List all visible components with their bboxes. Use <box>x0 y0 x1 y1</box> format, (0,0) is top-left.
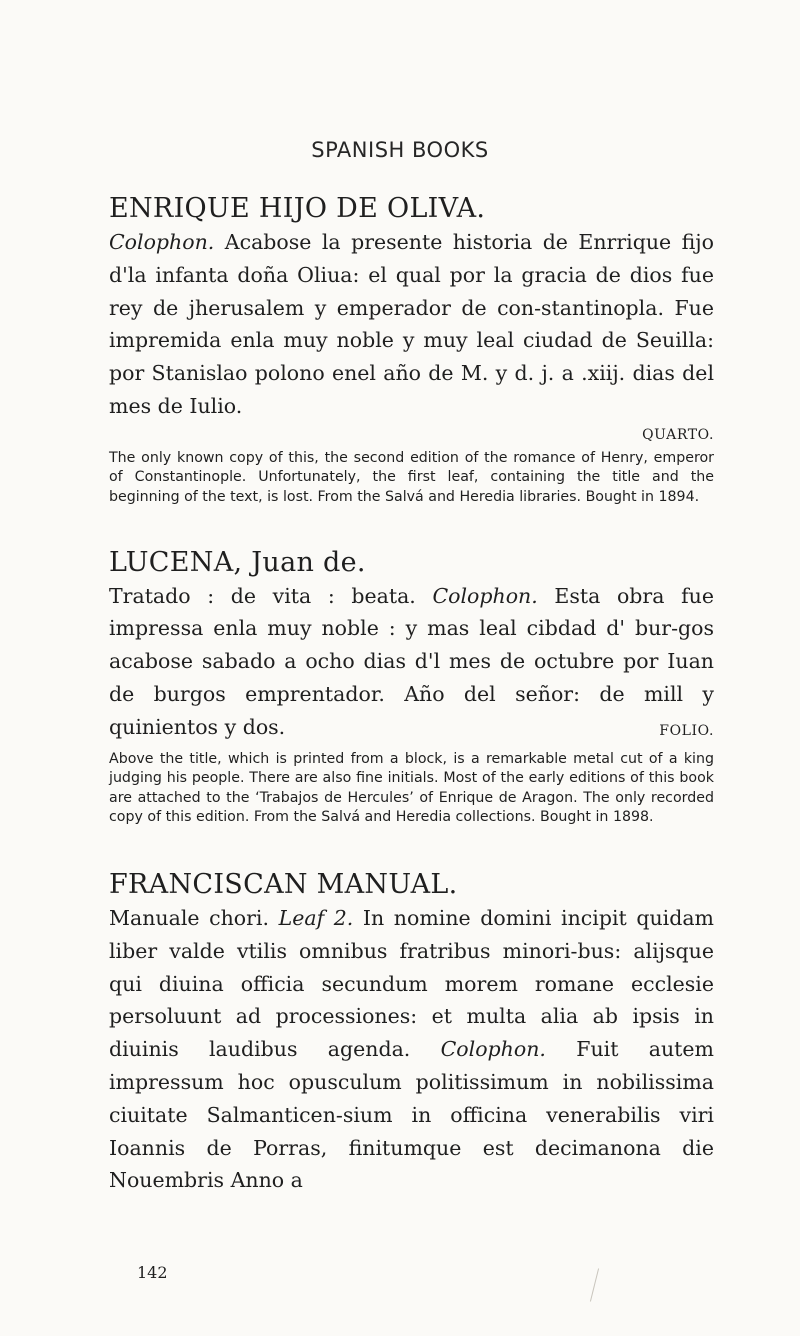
entry-text: Acabose la presente historia de Enrrique fijo d'la infanta doña Oliua: el qual por la gracia de dios fue rey de jherusalem y emperador de con-stantinopla. Fue impremida enla muy noble y muy leal ciudad de Seuilla: por Stanislao polono enel año de M. y d. j. a .xiij. dias del mes de Iulio. <box>109 230 714 418</box>
entry-text: Esta obra fue impressa enla muy noble : y mas leal cibdad d' bur-gos acabose sabado a ocho dias d'l mes de octubre por Iuan de burgos emprentador. Año del señor: de mill y quinientos y dos. <box>109 583 714 739</box>
text-column <box>109 192 714 1197</box>
format-label: QUARTO. <box>642 426 714 443</box>
entry-note: Above the title, which is printed from a block, is a remarkable metal cut of a king judging his people. There are also fine initials. Most of the early editions of this book are attached to the ‘Trabajos de Hercules’ of Enrique de Aragon. The only recorded copy of this edition. From the Salvá and Heredia collections. Bought in 1898. <box>109 750 714 826</box>
entry-body <box>109 580 714 744</box>
entry-title-text: Tratado : de vita : beata. <box>109 583 416 608</box>
colophon-label: Colophon. <box>432 583 538 608</box>
entry-note: The only known copy of this, the second edition of the romance of Henry, emperor of Constantinople. Unfortunately, the first leaf, containing the title and the beginning of the text, is lost. From the Salvá and Heredia libraries. Bought in 1894. <box>109 449 714 505</box>
leaf-label: Leaf 2. <box>278 905 354 930</box>
entry-title: ENRIQUE HIJO DE OLIVA. <box>109 193 486 224</box>
page-number: 142 <box>137 1263 168 1282</box>
entry-lucena <box>109 546 714 828</box>
running-head: SPANISH BOOKS <box>311 138 489 162</box>
entry-title-text: Manuale chori. <box>109 905 270 930</box>
entry-body <box>109 902 714 1197</box>
paper-mark <box>590 1268 599 1301</box>
entry-franciscan <box>109 868 714 1197</box>
entry-text: In nomine domini incipit quidam liber valde vtilis omnibus fratribus minori-bus: alijsque qui diuina officia secundum morem romane ecclesie persoluunt ad processiones: et multa alia ab ipsis in diuinis laudibus agenda. <box>109 905 714 1062</box>
entry-enrique <box>109 192 714 508</box>
entry-title: LUCENA, Juan de. <box>109 546 366 578</box>
colophon-label: Colophon. <box>440 1037 546 1062</box>
entry-title: FRANCISCAN MANUAL. <box>109 868 458 900</box>
entry-text-continued: Fuit autem impressum hoc opusculum politissimum in nobilissima ciuitate Salmanticen-sium in officina venerabilis viri Ioannis de Porras, finitumque est decimanona die Nouembris Anno a <box>109 1037 714 1193</box>
colophon-label: Colophon. <box>109 230 215 254</box>
entry-body <box>109 226 714 423</box>
format-label: FOLIO. <box>659 722 714 739</box>
